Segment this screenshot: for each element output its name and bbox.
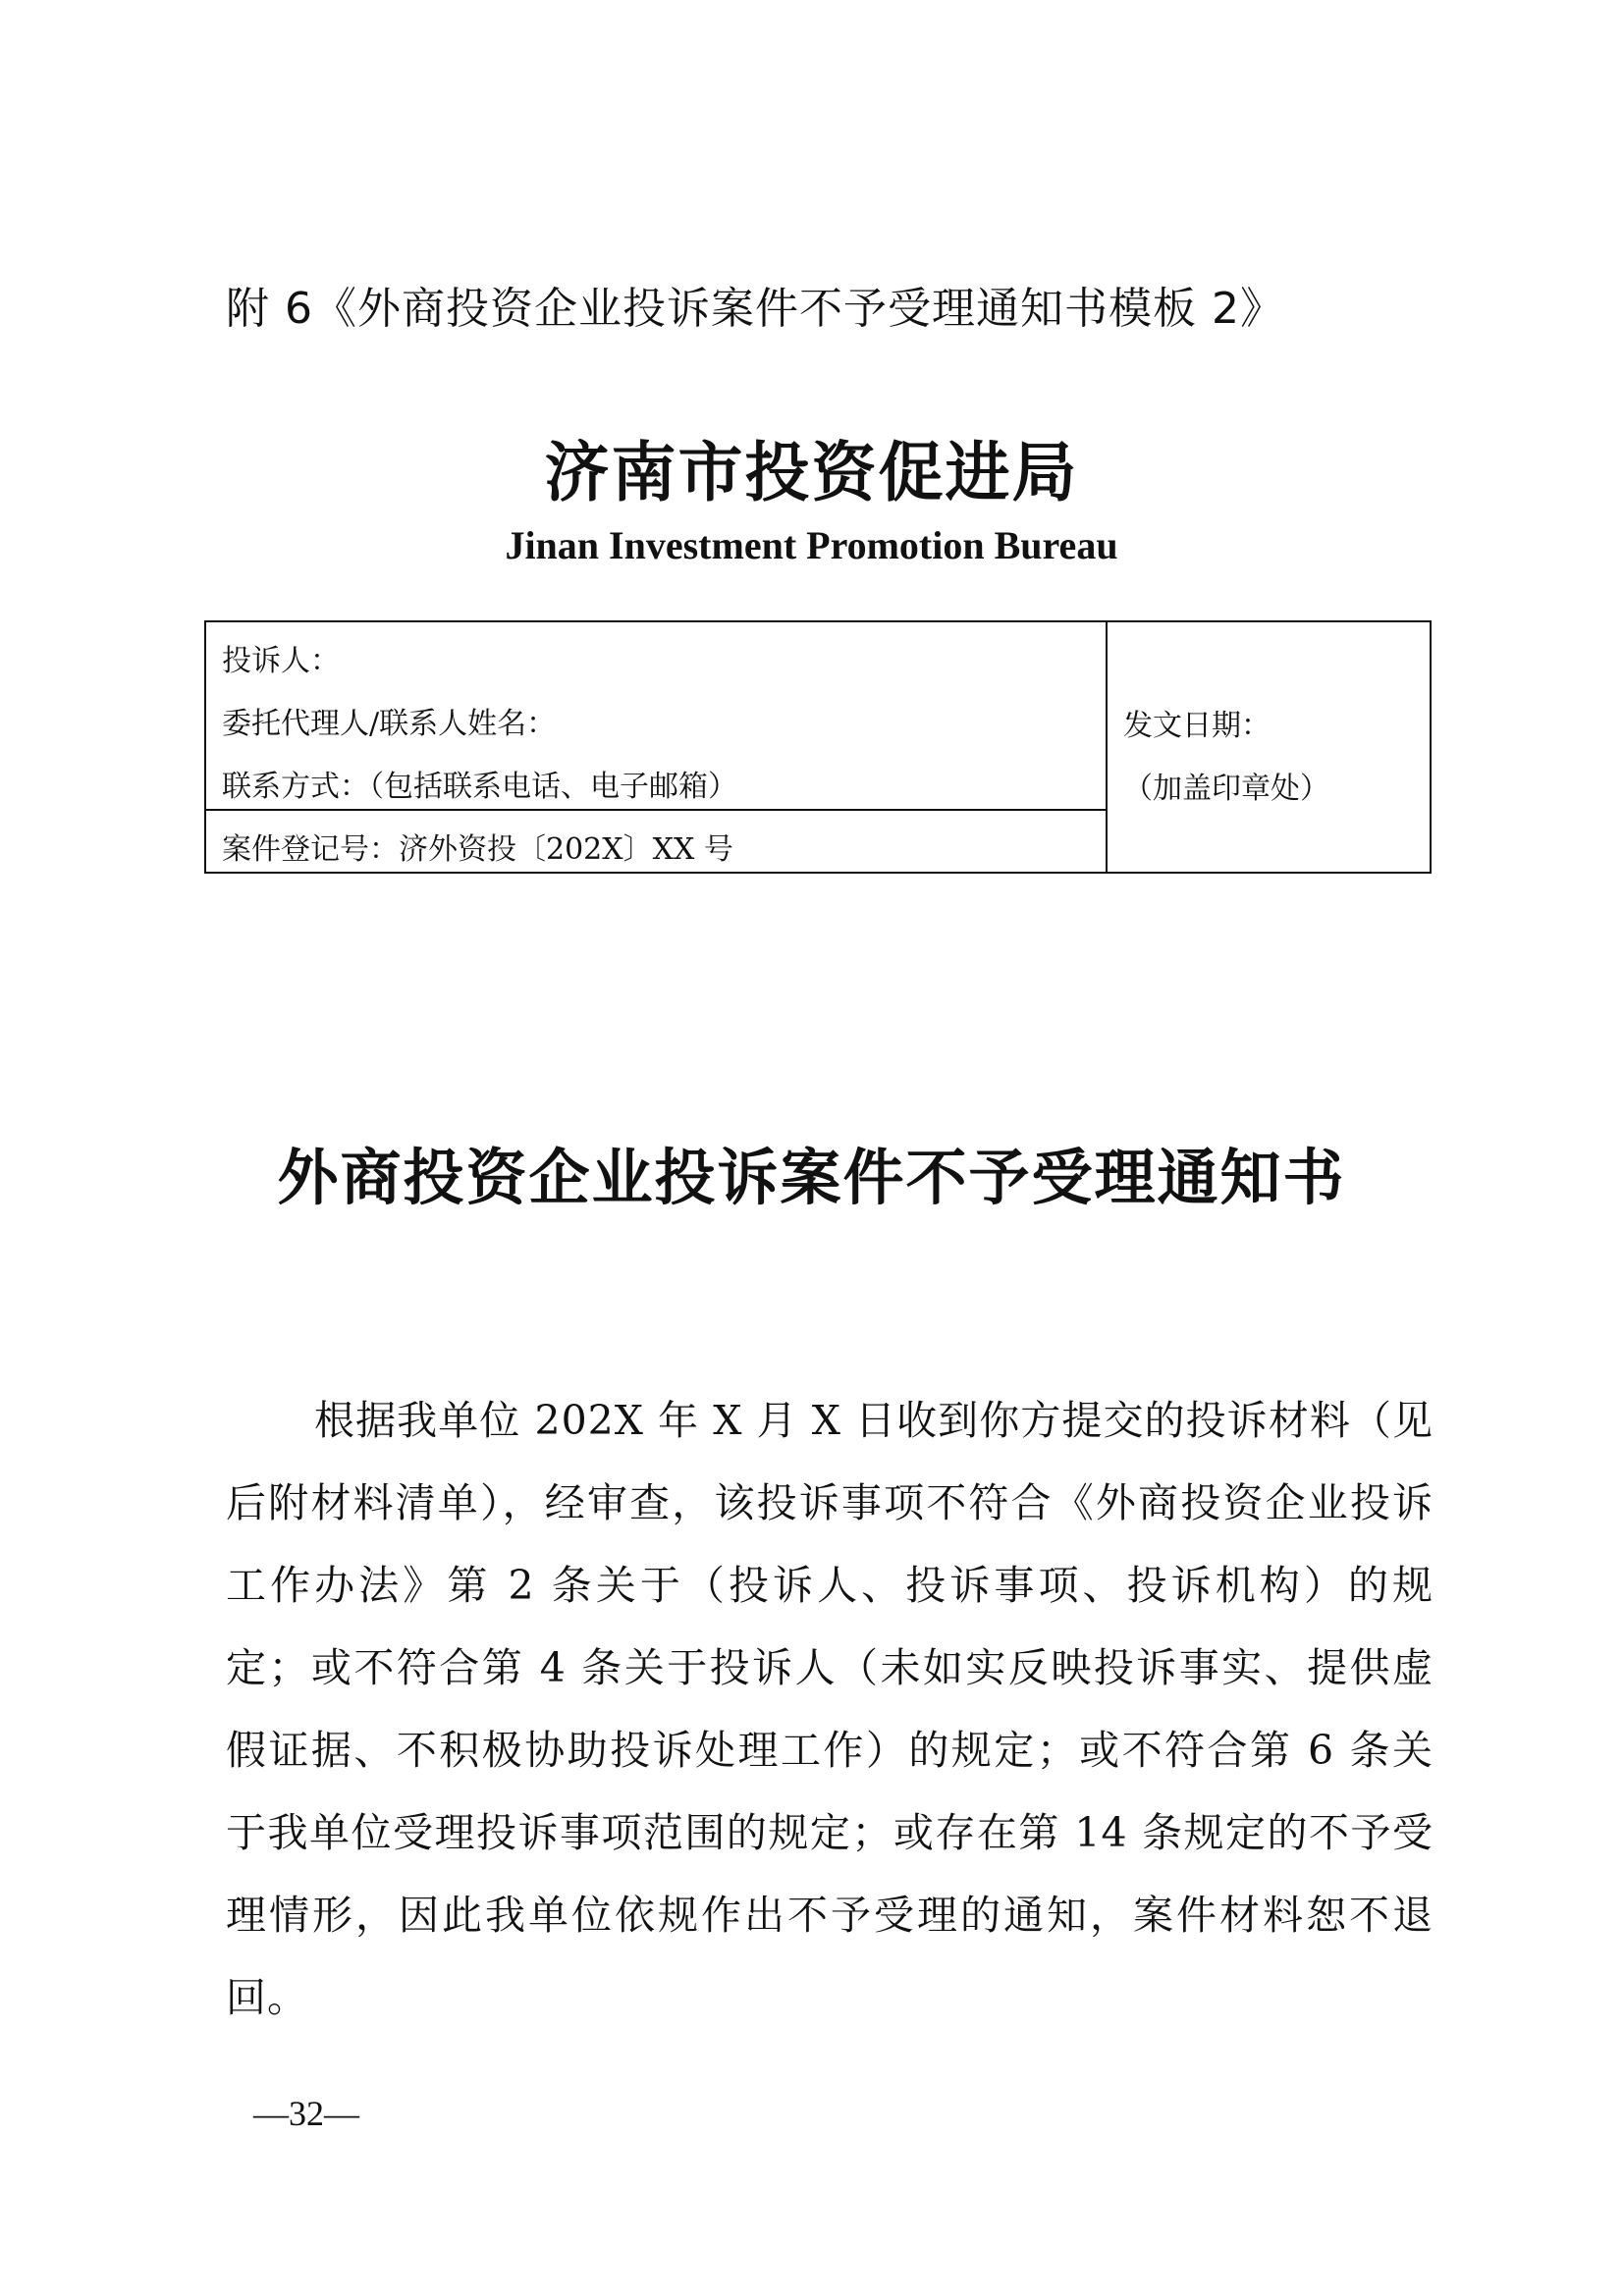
org-name-english: Jinan Investment Promotion Bureau: [505, 523, 1118, 567]
attachment-title: 附 6《外商投资企业投诉案件不予受理通知书模板 2》: [226, 284, 1284, 334]
case-number-label: 案件登记号：济外资投〔202X〕XX 号: [222, 832, 733, 867]
case-info-table: [204, 620, 1432, 874]
notice-title: 外商投资企业投诉案件不予受理通知书: [277, 1142, 1346, 1213]
contact-label: 联系方式：（包括联系电话、电子邮箱）: [222, 770, 737, 804]
complainant-label: 投诉人：: [222, 644, 340, 678]
agent-label: 委托代理人/联系人姓名：: [222, 707, 557, 741]
org-name: 济南市投资促进局: [544, 434, 1079, 510]
seal-note: （加盖印章处）: [1123, 772, 1329, 806]
contact-info-cell: [206, 622, 1106, 811]
page-number: —32—: [253, 2094, 359, 2133]
notice-body: 根据我单位 202X 年 X 月 X 日收到你方提交的投诉材料（见后附材料清单），经审查，该投诉事项不符合《外商投资企业投诉工作办法》第 2 条关于（投诉人、投诉事项、投诉机构）的规定；或不符合第 4 条关于投诉人（未如实反映投诉事实、提供虚假证据、不积极协助投诉处理工作）的规定；或不符合第 6 条关于我单位受理投诉事项范围的规定；或存在第 14 条规定的不予受理情形，因此我单位依规作出不予受理的通知，案件材料恕不退回。: [226, 1397, 1434, 2021]
issue-date-cell: [1108, 622, 1432, 872]
issue-date-label: 发文日期：: [1123, 709, 1271, 743]
case-info-left-cell: [206, 622, 1108, 872]
